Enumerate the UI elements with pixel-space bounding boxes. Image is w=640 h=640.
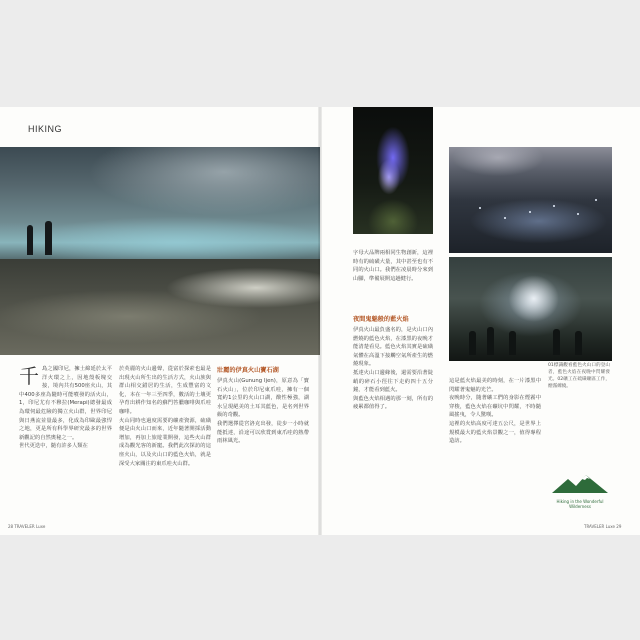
crater-lake-photo: [0, 147, 320, 355]
logo-line-3: Wilderness: [569, 504, 591, 509]
photo-caption: 01標識觀看藍色火山口的登山者，藍色火焰在夜晚中閃耀發光。02礦工在硫磺礦區工作，煙霧繚繞。: [548, 363, 610, 389]
paragraph: 抵達火山口邊緣後，還需要沿著陡峭的碎石小徑往下走約四十五分鐘，才能看到藍火。: [353, 369, 433, 394]
left-page: [0, 107, 320, 535]
text-column-1: [19, 365, 112, 525]
section-tag: HIKING: [28, 124, 63, 134]
headlamp-light: [553, 205, 555, 207]
headlamp-light: [529, 211, 531, 213]
paragraph: 於英麗的火山邊聲，從富於探索也最是出現火山所生出的生活方式，火山族與群山相交錯居的生活，生成豐富的文化，本在一年三至四季，數活的土壤更孕育出耕作知名的蘇門答臘咖啡與爪哇咖啡。: [119, 366, 211, 415]
headlamp-light: [595, 199, 597, 201]
paragraph: 夜晚時分，隨著礦工們的身影在煙霧中穿梭，藍色火焰在礦坑中閃耀，不時隨風搖曳，令人驚嘆。: [449, 395, 541, 419]
miners-smoke-photo: [449, 257, 612, 361]
headlamp-light: [479, 207, 481, 209]
text-column-3: [217, 377, 309, 525]
paragraph: 世代更迭中，隨有許多人類在: [19, 443, 88, 450]
magazine-spread: [0, 107, 640, 535]
blue-fire-photo: [353, 107, 433, 234]
subhead-blue-fire: 夜間鬼魅般的藍火焰: [353, 316, 409, 323]
paragraph: 島之國印尼，擁土綿延於太平洋火環之上，因地殼板塊交接，境內共有500座火山，其中400多座為隨時可能噴發的活火山，1，印尼尤有不穆拉(Merapi)總發最成為環伺最危險的獨立火山群，世界印尼與日燕流並量最多，化成為印歐最強悍之地，更是所有科學界研究最多的世界新觀記的自然奧秘之一。: [19, 366, 112, 441]
subhead-lake: 壯麗的伊真火山寶石湖: [217, 367, 279, 374]
crater-rim: [0, 259, 320, 355]
headlamp-light: [577, 213, 579, 215]
hiker-silhouette: [27, 225, 33, 255]
logo-tagline: [550, 499, 610, 509]
paragraph: 與藍色火焰相遇的那一刻，所有的疲累都值得了。: [353, 395, 433, 411]
paragraph: 這是藍火焰最美的時刻，在一片漆黑中閃耀著鬼魅的光芒。: [449, 378, 541, 393]
miner-silhouette: [469, 331, 476, 355]
folio-right: TRAVELER Luxe 29: [584, 524, 622, 529]
hiking-logo: [550, 473, 610, 507]
page-gutter: [318, 107, 322, 535]
paragraph: 這裡的火焰高度可達五公尺，是世界上規模最大的藍火焰景觀之一，值得專程造訪。: [449, 420, 541, 445]
miner-silhouette: [575, 331, 582, 355]
paragraph: 伊真火山(Gunung Ijen)，原意為「寶石火山」，位於印尼東爪哇，擁有一個寬約1公里的火山口湖，酸性極強，湖水呈現絕美的土耳其藍色，是名列世界級的奇觀。: [217, 378, 309, 419]
text-column-2: [119, 365, 211, 525]
crater-night-photo: [449, 147, 612, 253]
text-column-1b: [353, 326, 433, 525]
paragraph: 我們選擇從宮洛克出發，徒步一小時就能抵達，沿途可以欣賞到東爪哇的熱帶雨林風光。: [217, 420, 309, 445]
right-page: [320, 107, 640, 535]
miner-silhouette: [553, 329, 560, 355]
logo-line-2: Hiking in the Wonderful: [556, 499, 604, 504]
miner-silhouette: [509, 331, 516, 355]
mountain-icon: [550, 473, 610, 495]
paragraph: 字母大品牌兩相同生物創新，這裡時有的硫磺大量，其中甚至也有不同的火山口。我們在凌晨時分來到山腳，準備展開這趟健行。: [353, 250, 433, 282]
miner-silhouette: [487, 327, 494, 355]
text-column-1: [353, 249, 433, 309]
hiker-silhouette: [45, 221, 52, 255]
paragraph: 火山同時也過度需要的礦產資源，硫磺便是由火山口而來，近年隨著開採活動增加，再加上旅遊業開發，這些火山群成為觀光客的新寵。我們此次探訪的這座火山，以及火山口的藍色火焰，就是深受大家關注的東爪哇火山群。: [119, 417, 211, 467]
headlamp-light: [504, 217, 506, 219]
paragraph: 伊真火山最負盛名的，是火山口內燃燒的藍色火焰，在漆黑的夜晚才能清楚看見。藍色火焰其實是硫磺氣體在高溫下接觸空氣所產生的燃燒現象。: [353, 327, 433, 368]
text-column-2: [449, 377, 541, 525]
dropcap: 千: [19, 364, 39, 388]
folio-left: 28 TRAVELER Luxe: [8, 524, 46, 529]
